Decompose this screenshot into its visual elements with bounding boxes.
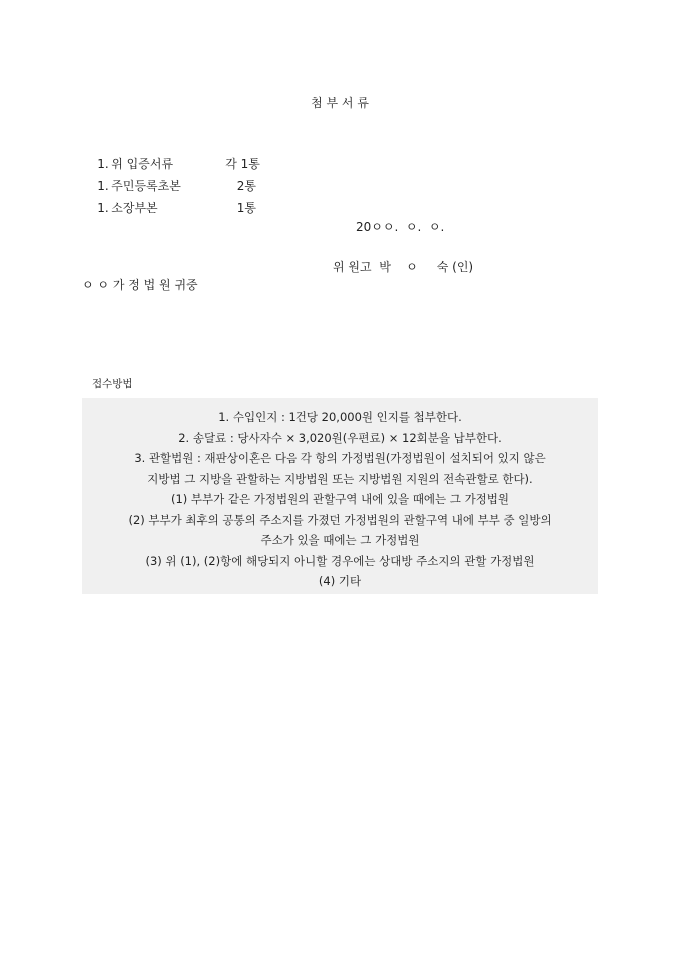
method-line: 2. 송달료 : 당사자수 × 3,020원(우편료) × 12회분을 납부한다.	[178, 430, 502, 445]
attachment-number: 1.	[97, 179, 109, 193]
method-line: 3. 관할법원 : 재판상이혼은 다음 각 항의 가정법원(가정법원이 설치되어 있지 않은	[134, 451, 546, 465]
attachment-item	[82, 137, 260, 171]
document-date: 20ㅇㅇ. ㅇ. ㅇ.	[356, 220, 445, 234]
attachment-name: 주민등록초본	[111, 179, 181, 193]
attachment-count: 1통	[225, 201, 256, 215]
attachment-count: 2통	[225, 179, 256, 193]
method-line: (3) 위 (1), (2)항에 해당되지 아니할 경우에는 상대방 주소지의 관할 가정법원	[145, 553, 535, 568]
attachment-name: 위 입증서류	[111, 157, 174, 171]
method-line: 1. 수입인지 : 1건당 20,000원 인지를 첩부한다.	[218, 410, 462, 424]
attachment-name: 소장부본	[111, 201, 158, 215]
method-box	[82, 398, 598, 594]
page-title: 첨 부 서 류	[311, 96, 369, 110]
signer-line: 위 원고 박 ㅇ 숙 (인)	[333, 260, 474, 274]
attachment-list	[82, 137, 260, 215]
method-line: 지방법 그 지방을 관할하는 지방법원 또는 지방법원 지원의 전속관할로 한다).	[147, 471, 533, 486]
attachment-count: 각 1통	[225, 157, 260, 171]
method-label: 접수방법	[92, 378, 133, 390]
method-line: (1) 부부가 같은 가정법원의 관할구역 내에 있을 때에는 그 가정법원	[170, 492, 510, 506]
method-line: (2) 부부가 최후의 공통의 주소지를 가졌던 가정법원의 관할구역 내에 부부 중 일방의	[128, 512, 552, 527]
method-line: 주소가 있을 때에는 그 가정법원	[260, 533, 420, 547]
court-addressee: ㅇ ㅇ 가 정 법 원 귀중	[82, 278, 198, 292]
attachment-number: 1.	[97, 157, 109, 171]
method-line: (4) 기타	[318, 574, 362, 588]
attachment-number: 1.	[97, 201, 109, 215]
